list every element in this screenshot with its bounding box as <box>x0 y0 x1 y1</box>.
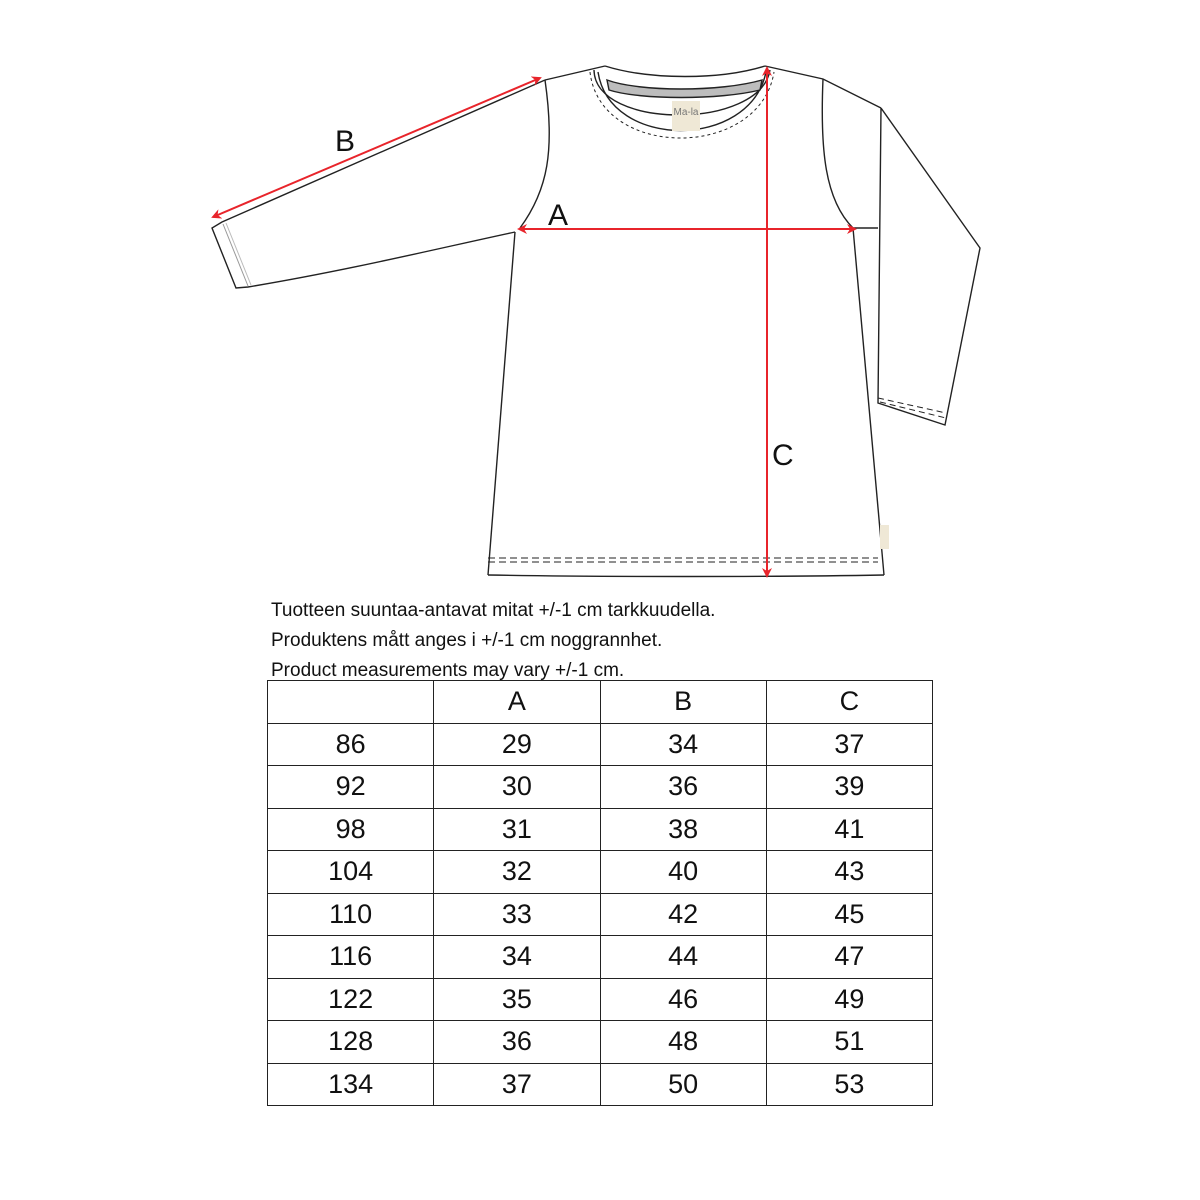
b-cell: 40 <box>600 851 766 894</box>
table-header-row <box>268 681 933 724</box>
table-row <box>268 723 933 766</box>
c-cell: 45 <box>766 893 932 936</box>
a-cell: 32 <box>434 851 600 894</box>
table-row <box>268 808 933 851</box>
size-cell: 122 <box>268 978 434 1021</box>
measurement-notes <box>271 596 715 686</box>
a-cell: 36 <box>434 1021 600 1064</box>
header-b: B <box>600 681 766 724</box>
a-cell: 31 <box>434 808 600 851</box>
header-c: C <box>766 681 932 724</box>
c-cell: 39 <box>766 766 932 809</box>
size-cell: 98 <box>268 808 434 851</box>
dimension-label-b: B <box>335 125 356 158</box>
a-cell: 29 <box>434 723 600 766</box>
dimension-label-a: A <box>548 199 569 232</box>
c-cell: 51 <box>766 1021 932 1064</box>
size-cell: 92 <box>268 766 434 809</box>
table-row <box>268 766 933 809</box>
c-cell: 43 <box>766 851 932 894</box>
a-cell: 33 <box>434 893 600 936</box>
note-english: Product measurements may vary +/-1 cm. <box>271 660 625 681</box>
size-cell: 116 <box>268 936 434 979</box>
b-cell: 36 <box>600 766 766 809</box>
size-cell: 104 <box>268 851 434 894</box>
dimension-label-c: C <box>772 439 794 472</box>
a-cell: 35 <box>434 978 600 1021</box>
c-cell: 47 <box>766 936 932 979</box>
table-row <box>268 1021 933 1064</box>
table-row <box>268 1063 933 1106</box>
svg-text:Ma-la: Ma-la <box>673 107 699 118</box>
table-row <box>268 978 933 1021</box>
note-swedish: Produktens mått anges i +/-1 cm noggrannhet. <box>271 630 663 651</box>
size-table <box>267 680 933 1106</box>
size-cell: 134 <box>268 1063 434 1106</box>
header-a: A <box>434 681 600 724</box>
b-cell: 48 <box>600 1021 766 1064</box>
size-cell: 86 <box>268 723 434 766</box>
size-cell: 110 <box>268 893 434 936</box>
b-cell: 34 <box>600 723 766 766</box>
c-cell: 53 <box>766 1063 932 1106</box>
c-cell: 49 <box>766 978 932 1021</box>
table-row <box>268 893 933 936</box>
c-cell: 37 <box>766 723 932 766</box>
a-cell: 37 <box>434 1063 600 1106</box>
a-cell: 34 <box>434 936 600 979</box>
table-row <box>268 851 933 894</box>
table-row <box>268 936 933 979</box>
b-cell: 50 <box>600 1063 766 1106</box>
note-finnish: Tuotteen suuntaa-antavat mitat +/-1 cm tarkkuudella. <box>271 600 716 621</box>
b-cell: 44 <box>600 936 766 979</box>
b-cell: 42 <box>600 893 766 936</box>
c-cell: 41 <box>766 808 932 851</box>
b-cell: 46 <box>600 978 766 1021</box>
b-cell: 38 <box>600 808 766 851</box>
a-cell: 30 <box>434 766 600 809</box>
size-cell: 128 <box>268 1021 434 1064</box>
header-size <box>268 681 434 724</box>
